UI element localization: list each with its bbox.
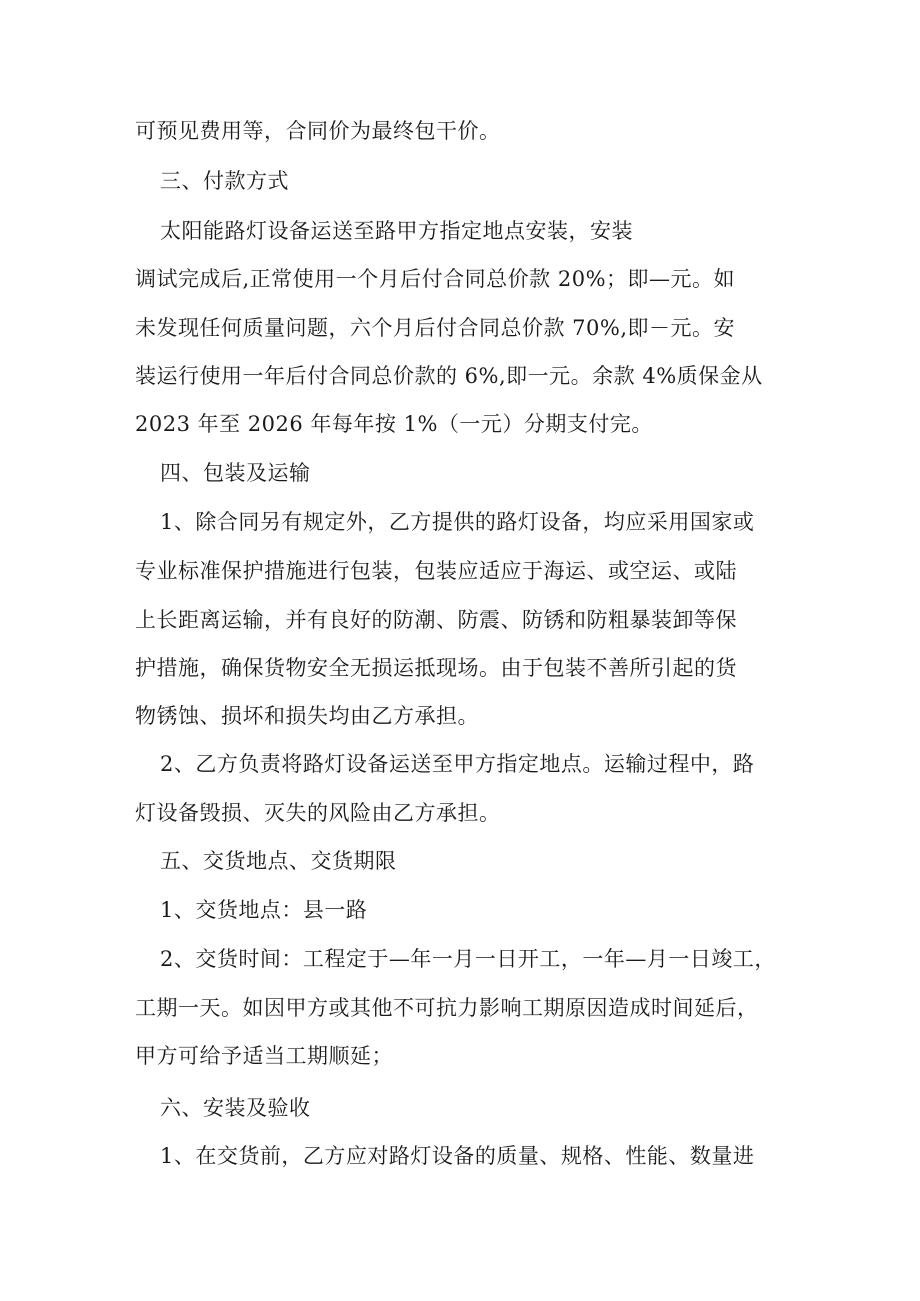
text-line: 2023 年至 2026 年每年按 1%（一元）分期支付完。	[135, 412, 653, 436]
text-line: 上长距离运输，并有良好的防潮、防震、防锈和防粗暴装卸等保	[135, 608, 737, 632]
section-heading: 四、包装及运输	[160, 461, 311, 485]
text-line: 护措施，确保货物安全无损运抵现场。由于包装不善所引起的货	[135, 656, 737, 680]
text-line: 专业标准保护措施进行包装，包装应适应于海运、或空运、或陆	[135, 559, 737, 583]
text-line: 可预见费用等，合同价为最终包干价。	[135, 119, 501, 143]
section-heading: 三、付款方式	[160, 169, 289, 193]
text-line: 调试完成后,正常使用一个月后付合同总价款 20%；即—元。如	[135, 267, 736, 291]
text-line: 甲方可给予适当工期顺延；	[135, 1044, 393, 1068]
text-line: 1、除合同另有规定外，乙方提供的路灯设备，均应采用国家或	[160, 510, 755, 534]
text-line: 未发现任何质量问题，六个月后付合同总价款 70%,即－元。安	[135, 316, 736, 340]
text-line: 1、交货地点：县一路	[160, 898, 368, 922]
text-line: 太阳能路灯设备运送至路甲方指定地点安装，安装	[160, 219, 633, 243]
text-line: 物锈蚀、损坏和损失均由乙方承担。	[135, 704, 479, 728]
section-heading: 六、安装及验收	[160, 1096, 311, 1120]
text-line: 工期一天。如因甲方或其他不可抗力影响工期原因造成时间延后，	[135, 996, 759, 1020]
section-heading: 五、交货地点、交货期限	[160, 849, 397, 873]
text-line: 灯设备毁损、灭失的风险由乙方承担。	[135, 801, 501, 825]
text-line: 2、乙方负责将路灯设备运送至甲方指定地点。运输过程中，路	[160, 752, 755, 776]
text-line: 2、交货时间：工程定于—年一月一日开工，一年—月一日竣工，	[160, 947, 776, 971]
text-line: 1、在交货前，乙方应对路灯设备的质量、规格、性能、数量进	[160, 1144, 755, 1168]
text-line: 装运行使用一年后付合同总价款的 6%,即一元。余款 4%质保金从	[135, 364, 763, 388]
